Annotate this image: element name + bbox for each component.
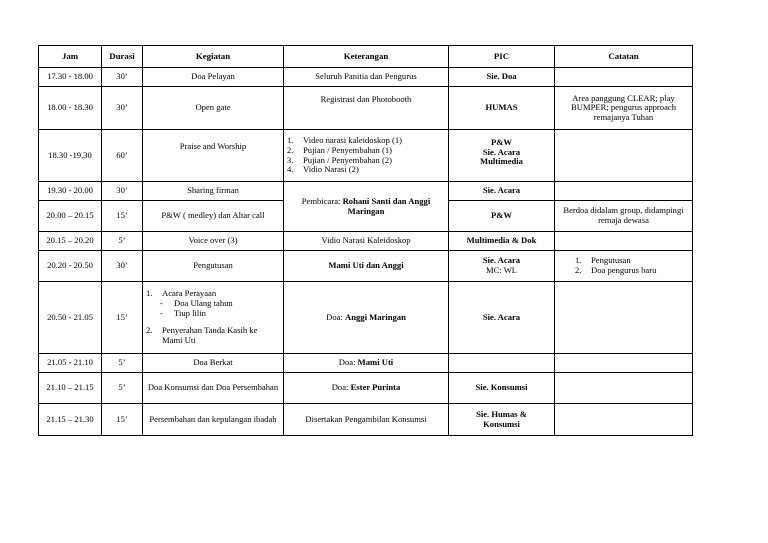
cell-pic bbox=[449, 251, 555, 282]
pic-line: Konsumsi bbox=[483, 418, 520, 429]
cell-durasi: 30’ bbox=[102, 251, 143, 282]
cell-jam: 18.30 -19.30 bbox=[39, 130, 102, 182]
cell-catatan bbox=[555, 232, 693, 251]
cell-keterangan: Doa: Ester Purinta bbox=[284, 373, 449, 404]
cell-pic: HUMAS bbox=[449, 87, 555, 130]
cell-durasi: 5’ bbox=[102, 373, 143, 404]
table-row bbox=[39, 130, 693, 182]
cell-keterangan: Seluruh Panitia dan Pengurus bbox=[284, 68, 449, 87]
cell-keterangan: Mami Uti dan Anggi bbox=[284, 251, 449, 282]
cell-keterangan: Disertakan Pengambilan Konsumsi bbox=[284, 404, 449, 436]
cell-pic bbox=[449, 404, 555, 436]
cell-durasi: 5’ bbox=[102, 232, 143, 251]
kegiatan-sublist bbox=[146, 299, 280, 318]
table-row bbox=[39, 232, 693, 251]
cell-jam: 21.15 – 21.30 bbox=[39, 404, 102, 436]
cell-keterangan-merged bbox=[284, 182, 449, 232]
table-row bbox=[39, 182, 693, 201]
table-row bbox=[39, 354, 693, 373]
speaker-prefix: Pembicara: bbox=[301, 195, 343, 206]
list-item: 2. Pujian / Penyembahan (1) bbox=[287, 144, 393, 155]
cell-keterangan bbox=[284, 130, 449, 182]
cell-durasi: 30’ bbox=[102, 68, 143, 87]
list-item: 2. Penyerahan Tanda Kasih ke Mami Uti bbox=[146, 325, 258, 345]
cell-pic: Multimedia & Dok bbox=[449, 232, 555, 251]
cell-kegiatan: Doa Pelayan bbox=[143, 68, 284, 87]
cell-durasi: 60’ bbox=[102, 130, 143, 182]
cell-kegiatan bbox=[143, 282, 284, 354]
cell-jam: 21.05 - 21.10 bbox=[39, 354, 102, 373]
cell-durasi: 30’ bbox=[102, 182, 143, 201]
cell-pic: P&W bbox=[449, 201, 555, 232]
list-item: 2. Doa pengurus baru bbox=[575, 265, 657, 275]
cell-catatan: Berdoa didalam group, didampingi remaja dewasa bbox=[555, 201, 693, 232]
cell-kegiatan: Pengutusan bbox=[143, 251, 284, 282]
pic-line: MC: WL bbox=[485, 265, 518, 275]
cell-jam: 20.15 – 20.20 bbox=[39, 232, 102, 251]
list-item: 4. Vidio Narasi (2) bbox=[287, 164, 359, 175]
cell-jam: 21.10 – 21.15 bbox=[39, 373, 102, 404]
header-jam: Jam bbox=[39, 46, 102, 68]
cell-catatan bbox=[555, 130, 693, 182]
cell-kegiatan: Open gate bbox=[143, 87, 284, 130]
cell-jam: 17.30 - 18.00 bbox=[39, 68, 102, 87]
table-row bbox=[39, 87, 693, 130]
cell-pic: Sie. Doa bbox=[449, 68, 555, 87]
pic-line: Multimedia bbox=[480, 156, 523, 167]
cell-pic: Sie. Acara bbox=[449, 182, 555, 201]
cell-jam: 20.20 - 20.50 bbox=[39, 251, 102, 282]
cell-kegiatan: Doa Berkat bbox=[143, 354, 284, 373]
list-item: 1. Pengutusan bbox=[575, 255, 631, 266]
cell-catatan: Area panggung CLEAR; play BUMPER; pengurus approach remajanya Tuhan bbox=[555, 87, 693, 130]
header-pic: PIC bbox=[449, 46, 555, 68]
cell-keterangan: Registrasi dan Photobooth bbox=[284, 87, 449, 130]
table-row bbox=[39, 282, 693, 354]
header-durasi: Durasi bbox=[102, 46, 143, 68]
cell-catatan bbox=[555, 354, 693, 373]
cell-pic bbox=[449, 354, 555, 373]
cell-pic: Sie. Acara bbox=[449, 282, 555, 354]
cell-jam: 20.50 - 21.05 bbox=[39, 282, 102, 354]
pic-line: Sie. Humas & bbox=[476, 408, 527, 419]
cell-kegiatan: Voice over (3) bbox=[143, 232, 284, 251]
table-row bbox=[39, 251, 693, 282]
catatan-list bbox=[575, 256, 689, 275]
cell-jam: 18.00 - 18.30 bbox=[39, 87, 102, 130]
header-keterangan: Keterangan bbox=[284, 46, 449, 68]
cell-jam: 20.00 – 20.15 bbox=[39, 201, 102, 232]
cell-jam: 19.30 - 20.00 bbox=[39, 182, 102, 201]
table-row bbox=[39, 404, 693, 436]
list-item: - Tiup lilin bbox=[160, 307, 206, 318]
cell-durasi: 15’ bbox=[102, 404, 143, 436]
schedule-table bbox=[38, 45, 693, 436]
cell-keterangan: Doa: Anggi Maringan bbox=[284, 282, 449, 354]
table-row bbox=[39, 373, 693, 404]
list-item: 1. Acara Perayaan bbox=[146, 288, 217, 299]
cell-kegiatan: Sharing firman bbox=[143, 182, 284, 201]
cell-durasi: 15’ bbox=[102, 201, 143, 232]
cell-keterangan: Doa: Mami Uti bbox=[284, 354, 449, 373]
cell-pic: Sie. Konsumsi bbox=[449, 373, 555, 404]
header-catatan: Catatan bbox=[555, 46, 693, 68]
cell-catatan bbox=[555, 404, 693, 436]
list-item: - Doa Ulang tahun bbox=[160, 298, 233, 309]
cell-pic bbox=[449, 130, 555, 182]
list-item: 3. Pujian / Penyembahan (2) bbox=[287, 154, 393, 165]
cell-catatan bbox=[555, 373, 693, 404]
cell-catatan bbox=[555, 182, 693, 201]
cell-kegiatan: Persembahan dan kepulangan ibadah bbox=[143, 404, 284, 436]
list-item: 1. Video narasi kaleidoskop (1) bbox=[287, 135, 402, 146]
keterangan-list bbox=[287, 136, 445, 175]
cell-kegiatan: P&W ( medley) dan Altar call bbox=[143, 201, 284, 232]
cell-keterangan: Vidio Narasi Kaleidoskop bbox=[284, 232, 449, 251]
cell-catatan bbox=[555, 251, 693, 282]
cell-kegiatan: Praise and Worship bbox=[143, 130, 284, 182]
cell-catatan bbox=[555, 282, 693, 354]
pic-line: Sie. Acara bbox=[482, 146, 521, 157]
header-kegiatan: Kegiatan bbox=[143, 46, 284, 68]
pic-line: Sie. Acara bbox=[482, 255, 521, 266]
cell-durasi: 5’ bbox=[102, 354, 143, 373]
header-row bbox=[39, 46, 693, 68]
cell-catatan bbox=[555, 68, 693, 87]
kegiatan-list-2 bbox=[146, 326, 280, 345]
speaker-names: Rohani Santi dan Anggi Maringan bbox=[342, 195, 431, 216]
cell-durasi: 30’ bbox=[102, 87, 143, 130]
table-row bbox=[39, 68, 693, 87]
pic-line: P&W bbox=[490, 137, 512, 147]
cell-durasi: 15’ bbox=[102, 282, 143, 354]
cell-kegiatan: Doa Konsumsi dan Doa Persembahan bbox=[143, 373, 284, 404]
